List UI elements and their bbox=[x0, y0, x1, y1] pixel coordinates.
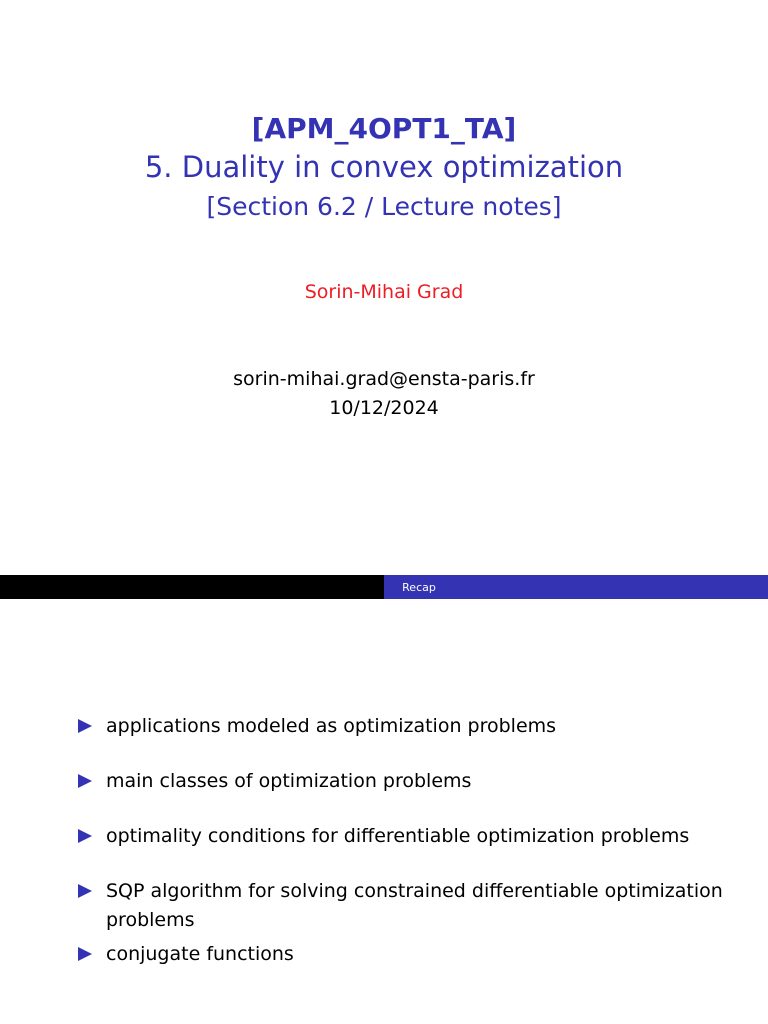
triangle-bullet-icon bbox=[78, 947, 92, 961]
list-item-text: optimality conditions for differentiable optimization problems bbox=[106, 825, 690, 847]
section-label-text: Recap bbox=[402, 580, 436, 594]
section-label[interactable] bbox=[384, 575, 768, 599]
triangle-bullet-icon bbox=[78, 829, 92, 843]
author-name: Sorin-Mihai Grad bbox=[304, 281, 464, 303]
triangle-bullet-icon bbox=[78, 719, 92, 733]
list-item-text: conjugate functions bbox=[106, 943, 294, 965]
list-item bbox=[78, 767, 758, 796]
list-item bbox=[78, 822, 758, 851]
section-headline-bar bbox=[0, 575, 768, 599]
presentation-date: 10/12/2024 bbox=[329, 397, 439, 419]
course-code: [APM_4OPT1_TA] bbox=[251, 112, 517, 145]
headline-left-segment bbox=[0, 575, 384, 599]
list-item-text: main classes of optimization problems bbox=[106, 770, 472, 792]
presentation-subtitle: [Section 6.2 / Lecture notes] bbox=[206, 192, 562, 221]
list-item bbox=[78, 712, 758, 741]
triangle-bullet-icon bbox=[78, 774, 92, 788]
list-item-text: applications modeled as optimization problems bbox=[106, 715, 557, 737]
presentation-title: 5. Duality in convex optimization bbox=[144, 150, 624, 184]
list-item-text: SQP algorithm for solving constrained differentiable optimization problems bbox=[106, 880, 723, 931]
author-email: sorin-mihai.grad@ensta-paris.fr bbox=[233, 368, 535, 390]
recap-slide bbox=[0, 575, 768, 1024]
recap-list bbox=[78, 712, 758, 969]
list-item bbox=[78, 877, 758, 935]
list-item bbox=[78, 940, 758, 969]
triangle-bullet-icon bbox=[78, 884, 92, 898]
